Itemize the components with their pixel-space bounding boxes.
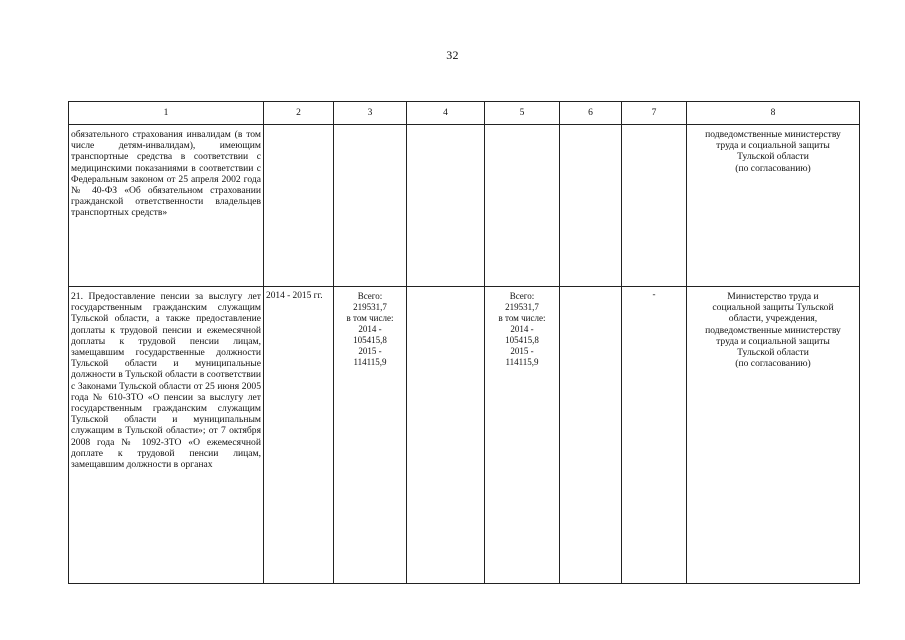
row-col-7 [622, 125, 687, 287]
row-total-funding [334, 125, 407, 287]
row-description: обязательного страхования инвалидам (в том числе детям-инвалидам), имеющим транспортные средства в соответствии с медицинскими показаниями в соответствии с Федеральным законом от 25 апреля 2002 года № 40-ФЗ «Об обязательном страховании гражданской ответственности владельцев транспортных средств» [69, 125, 264, 287]
row-col-6 [560, 287, 622, 584]
header-col-4: 4 [407, 102, 485, 125]
header-col-2: 2 [264, 102, 334, 125]
responsible-line: Тульской области [737, 151, 809, 163]
row-col-4 [407, 287, 485, 584]
responsible-line: (по согласованию) [735, 162, 811, 174]
responsible-line: (по согласованию) [735, 358, 811, 370]
funding-line: 105415,8 [505, 335, 539, 345]
row-budget-funding [485, 287, 560, 584]
row-period [264, 125, 334, 287]
table-row [69, 125, 860, 287]
responsible-line: труда и социальной защиты [716, 140, 830, 152]
page-number: 32 [446, 48, 459, 62]
responsible-line: подведомственные министерству [705, 324, 841, 336]
funding-line: 2014 - [358, 324, 382, 334]
header-col-1: 1 [69, 102, 264, 125]
funding-line: 114115,9 [505, 357, 539, 367]
header-col-3: 3 [334, 102, 407, 125]
row-responsible [687, 287, 860, 584]
row-col-7: - [622, 287, 687, 584]
responsible-line: труда и социальной защиты [716, 335, 830, 347]
responsible-line: Министерство труда и [727, 291, 819, 302]
row-responsible [687, 125, 860, 287]
funding-line: 2015 - [358, 346, 382, 356]
responsible-line: социальной защиты Тульской [712, 302, 834, 314]
funding-line: 2014 - [510, 324, 534, 334]
responsible-line: подведомственные министерству [705, 129, 841, 140]
funding-line: 114115,9 [353, 357, 387, 367]
row-col-4 [407, 125, 485, 287]
funding-line: 219531,7 [353, 302, 387, 312]
funding-line: в том числе: [346, 313, 394, 323]
funding-line: 219531,7 [505, 302, 539, 312]
row-col-6 [560, 125, 622, 287]
funding-line: в том числе: [498, 313, 546, 323]
funding-line: Всего: [357, 291, 383, 301]
header-col-6: 6 [560, 102, 622, 125]
header-col-8: 8 [687, 102, 860, 125]
row-total-funding [334, 287, 407, 584]
responsible-line: области, учреждения, [728, 313, 818, 325]
program-table [68, 101, 860, 584]
row-description: 21. Предоставление пенсии за выслугу лет государственным гражданским служащим Тульской области, а также предоставление доплаты к трудовой пенсии и ежемесячной доплаты к трудовой пенсии лицам, замещавшим государственные должности Тульской области и муниципальные должности в Тульской области в соответствии с Законами Тульской области от 25 июня 2005 года № 610-ЗТО «О пенсии за выслугу лет государственным гражданским служащим Тульской области и муниципальным служащим в Тульской области»; от 7 октября 2008 года № 1092-ЗТО «О ежемесячной доплате к трудовой пенсии лицам, замещавшим должности в органах [69, 287, 264, 584]
funding-line: 105415,8 [353, 335, 387, 345]
table-row [69, 287, 860, 584]
header-col-7: 7 [622, 102, 687, 125]
funding-line: 2015 - [510, 346, 534, 356]
header-row [69, 102, 860, 125]
row-period: 2014 - 2015 гг. [264, 287, 334, 584]
header-col-5: 5 [485, 102, 560, 125]
responsible-line: Тульской области [737, 347, 809, 359]
row-budget-funding [485, 125, 560, 287]
funding-line: Всего: [509, 291, 535, 301]
